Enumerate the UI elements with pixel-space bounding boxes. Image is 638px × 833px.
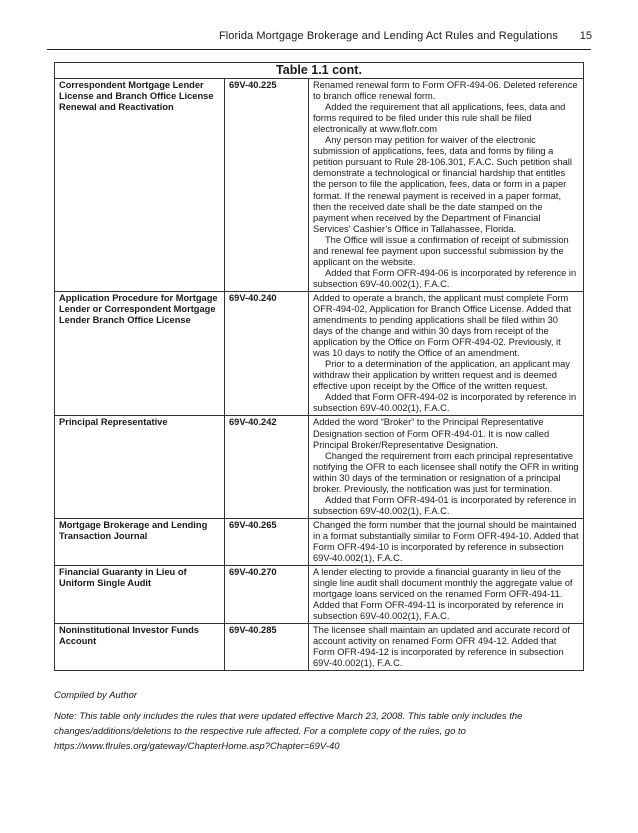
table-row (55, 518, 584, 565)
rule-changes (309, 566, 584, 624)
rule-changes (309, 624, 584, 671)
change-paragraph: The Office will issue a confirmation of receipt of submission and renewal fee payment upon successful submission by the applicant on the website. (313, 234, 569, 267)
change-paragraph: Added that Form OFR-494-02 is incorporated by reference in subsection 69V-40.002(1), F.A.C. (313, 392, 577, 414)
rule-changes (309, 518, 584, 565)
rule-number: 69V-40.242 (225, 416, 309, 518)
table-row (55, 416, 584, 518)
change-paragraph: Added to operate a branch, the applicant must complete Form OFR-494-02, Application for Branch Office License. Added that amendments to pending applications shall be filed within 30 days of the change and within 30 days from receipt of the application by the Office on Form OFR-494-02. Previously, it was 10 days to notify the Office of an amendment. (313, 292, 572, 359)
rule-changes (309, 291, 584, 416)
running-header-title: Florida Mortgage Brokerage and Lending Act Rules and Regulations (218, 30, 558, 42)
change-paragraph: Added that Form OFR-494-01 is incorporated by reference in subsection 69V-40.002(1), F.A.C. (313, 494, 577, 516)
table-caption: Table 1.1 cont. (55, 63, 584, 79)
rule-title: Noninstitutional Investor Funds Account (55, 624, 225, 671)
change-paragraph: Added the word “Broker” to the Principal Representative Designation section of Form OFR-494-01. It is now called Principal Broker/Representative Designation. (313, 417, 550, 450)
change-paragraph: Added that Form OFR-494-06 is incorporated by reference in subsection 69V-40.002(1), F.A.C. (313, 267, 577, 289)
table-row (55, 624, 584, 671)
rule-title: Principal Representative (55, 416, 225, 518)
rule-title: Correspondent Mortgage Lender License and Branch Office License Renewal and Reactivation (55, 79, 225, 292)
header-rule (47, 49, 591, 50)
table-note: Note: This table only includes the rules that were updated effective March 23, 2008. This table only includes the changes/additions/deletions to the respective rule affected. For a complete copy of the rules, go to https://www.flrules.org/gateway/ChapterHome.asp?Chapter=69V-40 (54, 711, 523, 752)
change-paragraph: Added the requirement that all applications, fees, data and forms required to be filed under this rule shall be filed electronically at www.flofr.com (313, 102, 566, 135)
source-credit: Compiled by Author (54, 690, 138, 701)
table-row (55, 566, 584, 624)
rule-number: 69V-40.265 (225, 518, 309, 565)
page-header (0, 30, 638, 48)
rule-title: Financial Guaranty in Lieu of Uniform Single Audit (55, 566, 225, 624)
rules-table (54, 62, 584, 671)
change-paragraph: Any person may petition for waiver of the electronic submission of applications, fees, data and forms by filing a petition pursuant to Rule 28-106.301, F.A.C. Such petition shall demonstrate a technological or financial hardship that entitles the person to file the application, fees, data or form in a paper format. If the renewal payment is received in a paper format, then the received date shall be the date stamped on the payment when received by the Department of Financial Services’ Cashier’s Office in Tallahassee, Florida. (313, 135, 572, 234)
change-paragraph: A lender electing to provide a financial guaranty in lieu of the single line audit shall document monthly the aggregate value of mortgage loans serviced on the renamed Form OFR-494-11. Added that Form OFR-494-11 is incorporated by reference in subsection 69V-40.002(1), F.A.C. (313, 567, 573, 622)
rule-number: 69V-40.270 (225, 566, 309, 624)
change-paragraph: The licensee shall maintain an updated and accurate record of account activity on renamed Form OFR 494-12. Added that Form OFR-494-12 is incorporated by reference in subsection 69V-40.002(1), F.A.C. (313, 625, 570, 669)
change-paragraph: Renamed renewal form to Form OFR-494-06. Deleted reference to branch office renewal form. (313, 80, 578, 102)
rule-number: 69V-40.285 (225, 624, 309, 671)
page-number: 15 (579, 30, 592, 42)
change-paragraph: Changed the requirement from each principal representative notifying the OFR to each licensee shall notify the OFR in writing within 30 days of the termination or resignation of a principal broker. Previously, the notification was just for termination. (313, 450, 579, 494)
rule-title: Application Procedure for Mortgage Lender or Correspondent Mortgage Lender Branch Office License (55, 291, 225, 416)
table-row (55, 79, 584, 292)
change-paragraph: Changed the form number that the journal should be maintained in a format substantially similar to Form OFR-494-10. Added that Form OFR-494-10 is incorporated by reference in subsection 69V-40.002(1), F.A.C. (313, 519, 579, 564)
rule-number: 69V-40.225 (225, 79, 309, 292)
rule-changes (309, 79, 584, 292)
rule-changes (309, 416, 584, 518)
table-caption-row (55, 63, 584, 79)
rule-number: 69V-40.240 (225, 291, 309, 416)
table-row (55, 291, 584, 416)
change-paragraph: Prior to a determination of the application, an applicant may withdraw their application by written request and is deemed effective upon receipt by the Office of the written request. (313, 359, 570, 392)
rule-title: Mortgage Brokerage and Lending Transaction Journal (55, 518, 225, 565)
